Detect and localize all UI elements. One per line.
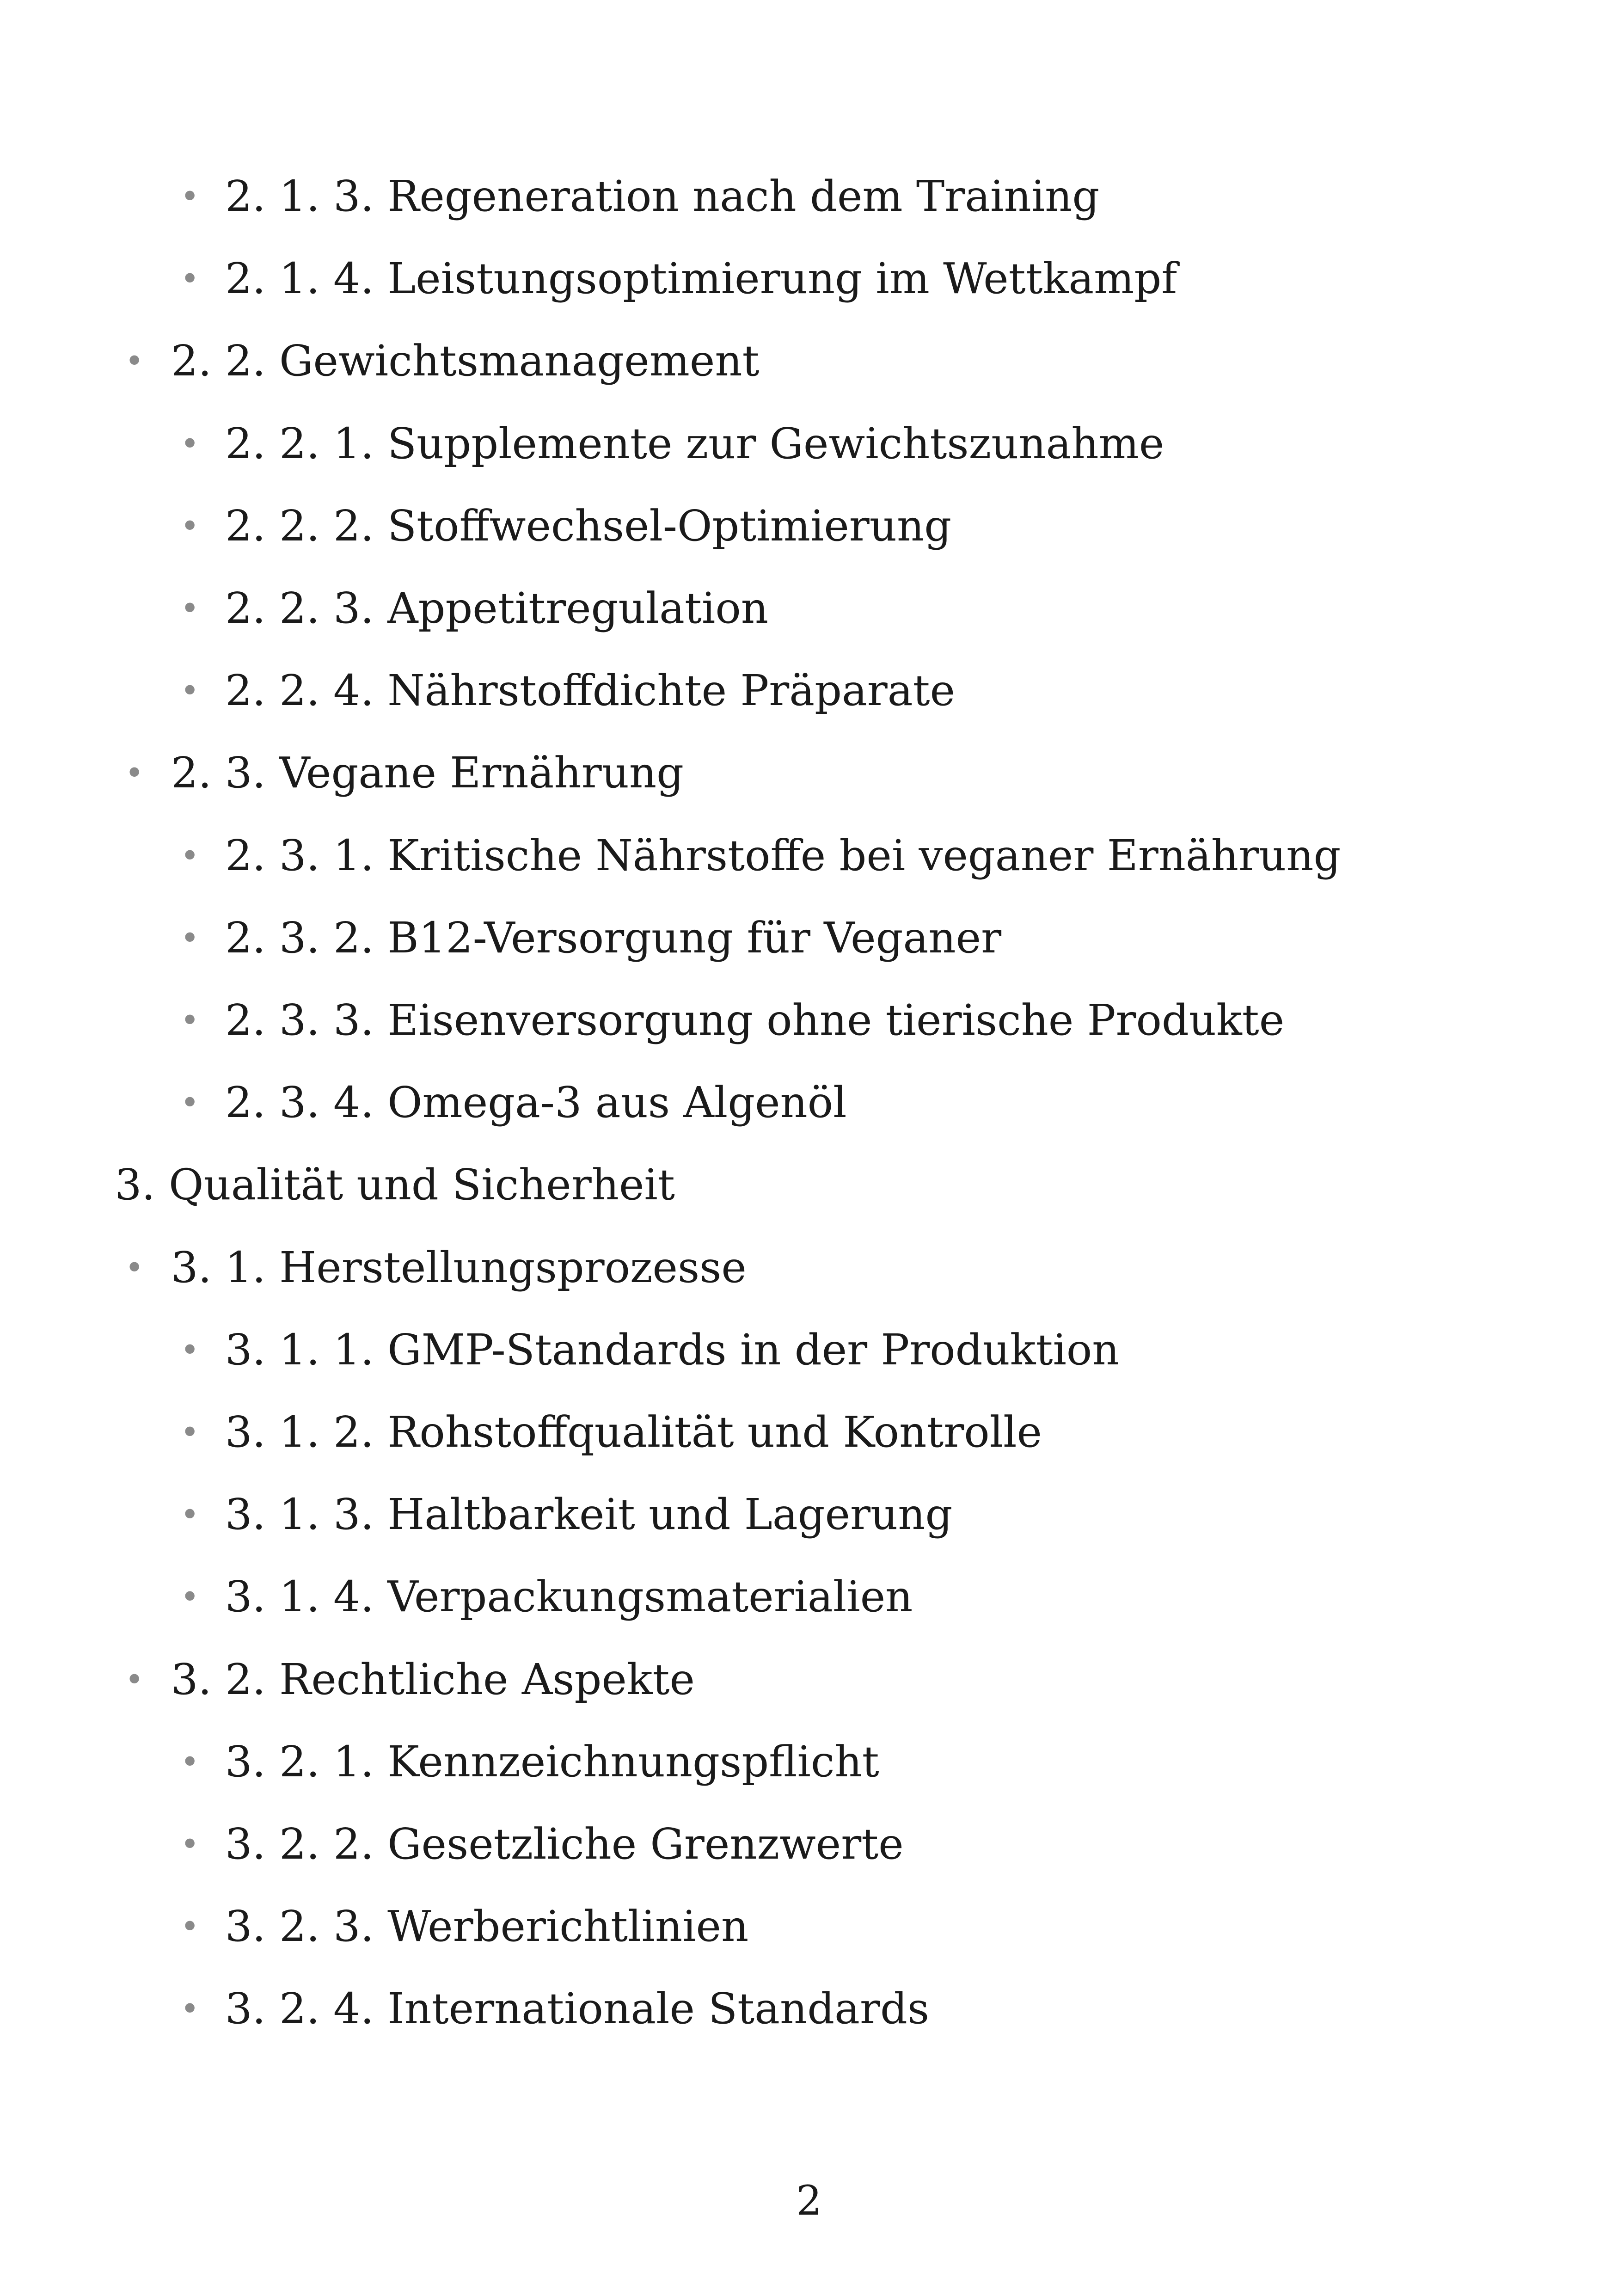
toc-entry-label: 2. 2. Gewichtsmanagement	[171, 336, 760, 386]
bullet-icon: •	[180, 1825, 200, 1863]
bullet-icon: •	[180, 672, 200, 710]
page-number: 2	[796, 2177, 822, 2224]
bullet-icon: •	[180, 1908, 200, 1946]
toc-entry-label: 3. 2. 1. Kennzeichnungspflicht	[225, 1737, 879, 1786]
toc-entry-label: 3. 1. 1. GMP-Standards in der Produktion	[225, 1325, 1120, 1375]
toc-entry-label: 2. 1. 4. Leistungsoptimierung im Wettkampf	[225, 254, 1177, 303]
toc-entry-label: 3. 2. 2. Gesetzliche Grenzwerte	[225, 1819, 904, 1869]
toc-entry-label: 2. 2. 2. Stoffwechsel-Optimierung	[225, 501, 952, 551]
bullet-icon: •	[180, 1496, 200, 1534]
toc-entry-label: 3. 1. 2. Rohstoffqualität und Kontrolle	[225, 1407, 1042, 1457]
toc-entry-label: 2. 3. 4. Omega-3 aus Algenöl	[225, 1078, 847, 1127]
toc-entry-label: 3. 1. Herstellungsprozesse	[171, 1243, 747, 1292]
bullet-icon: •	[180, 425, 200, 463]
bullet-icon: •	[180, 1331, 200, 1369]
bullet-icon: •	[180, 1413, 200, 1451]
bullet-icon: •	[125, 342, 144, 380]
bullet-icon: •	[180, 1743, 200, 1781]
bullet-icon: •	[180, 919, 200, 957]
toc-entry-label: 2. 2. 1. Supplemente zur Gewichtszunahme	[225, 419, 1164, 468]
toc-entry-label: 2. 2. 4. Nährstoffdichte Präparate	[225, 666, 956, 715]
bullet-icon: •	[180, 1001, 200, 1039]
bullet-icon: •	[125, 754, 144, 792]
bullet-icon: •	[180, 507, 200, 545]
toc-entry-label: 2. 3. 3. Eisenversorgung ohne tierische Produkte	[225, 995, 1285, 1045]
toc-entry-label: 3. 2. 4. Internationale Standards	[225, 1984, 930, 2033]
toc-entry-label: 3. 1. 3. Haltbarkeit und Lagerung	[225, 1490, 953, 1539]
bullet-icon: •	[125, 1661, 144, 1699]
bullet-icon: •	[180, 589, 200, 627]
toc-entry-label: 2. 3. 1. Kritische Nährstoffe bei veganer Ernährung	[225, 831, 1341, 880]
bullet-icon: •	[180, 1990, 200, 2028]
bullet-icon: •	[180, 1084, 200, 1122]
toc-entry-label: 2. 2. 3. Appetitregulation	[225, 583, 768, 633]
toc-entry-label: 3. Qualität und Sicherheit	[115, 1160, 675, 1209]
bullet-icon: •	[180, 837, 200, 875]
toc-entry-label: 2. 3. 2. B12-Versorgung für Veganer	[225, 913, 1002, 963]
toc-entry-label: 2. 3. Vegane Ernährung	[171, 748, 684, 798]
bullet-icon: •	[180, 178, 200, 215]
toc-entry-label: 3. 2. 3. Werberichtlinien	[225, 1902, 749, 1951]
bullet-icon: •	[125, 1249, 144, 1287]
bullet-icon: •	[180, 1578, 200, 1616]
toc-entry-label: 3. 1. 4. Verpackungsmaterialien	[225, 1572, 913, 1621]
toc-entry-label: 3. 2. Rechtliche Aspekte	[171, 1655, 695, 1704]
toc-entry-label: 2. 1. 3. Regeneration nach dem Training	[225, 172, 1100, 221]
bullet-icon: •	[180, 260, 200, 298]
